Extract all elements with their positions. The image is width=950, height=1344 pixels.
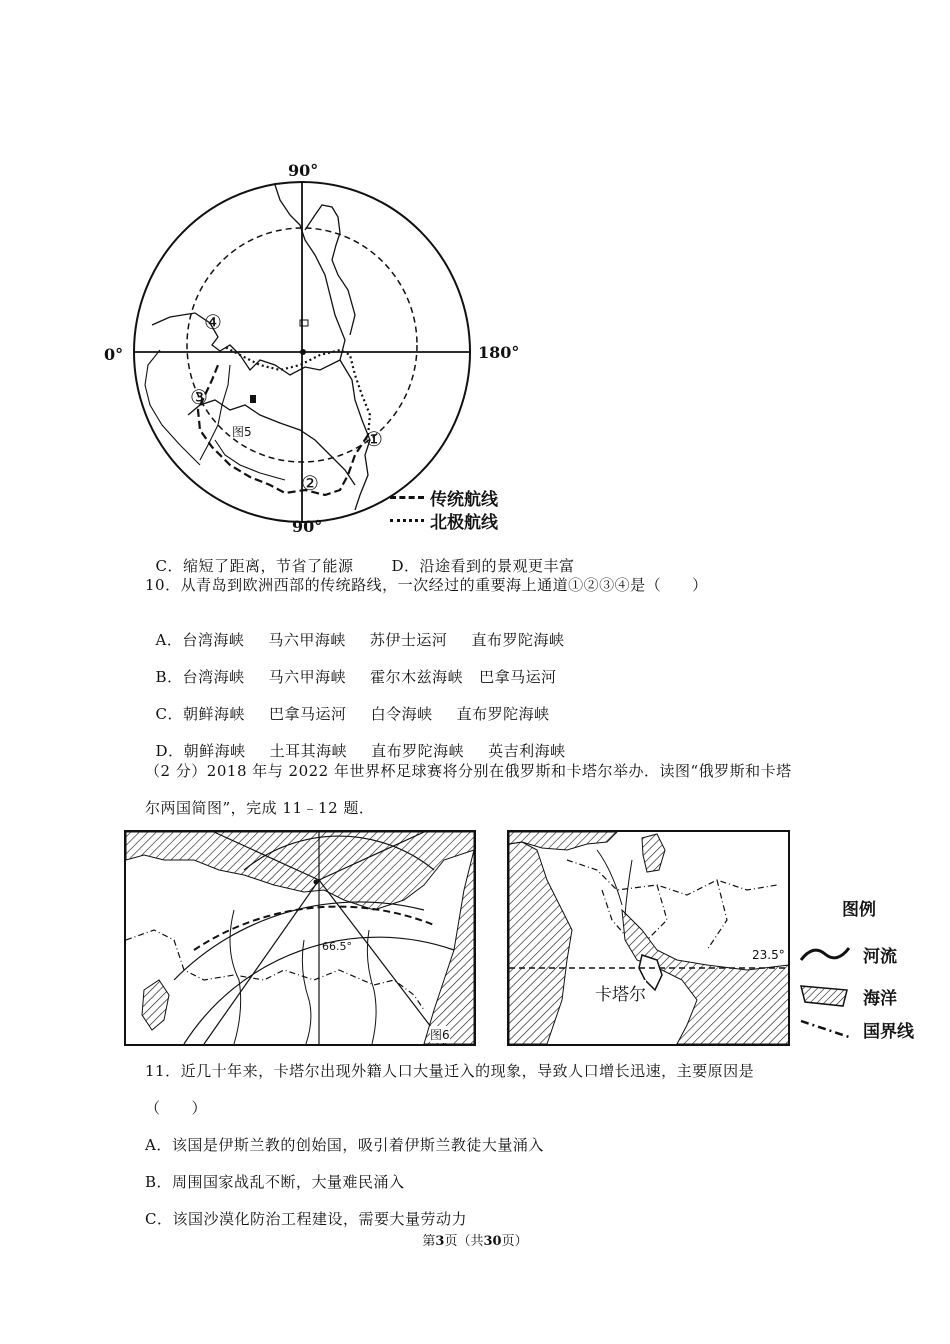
option-label: C． [155, 705, 184, 723]
q11-option-b: B．周围国家战乱不断，大量难民涌入 [145, 1173, 405, 1191]
q10-option-d [145, 722, 566, 761]
ocean-swatch [797, 980, 853, 1008]
marker-2: ② [301, 471, 319, 495]
footer-mid: 页（共 [444, 1234, 484, 1249]
option-label: B． [155, 668, 183, 686]
qatar-lat-label: 23.5° [752, 948, 785, 962]
q9-options-cd [145, 537, 575, 576]
option-label: A． [155, 631, 183, 649]
q9-option-c: C．缩短了距离，节省了能源 [155, 557, 354, 575]
legend-arctic-label: 北极航线 [430, 513, 498, 533]
landmass-outline-2 [188, 400, 355, 485]
option-item: 直布罗陀海峡 [471, 631, 565, 649]
intro-line-2: 尔两国简图”，完成 11﹣12 题． [145, 799, 375, 817]
marker-1: ① [365, 427, 383, 451]
river-swatch [797, 940, 853, 968]
option-item: 苏伊士运河 [369, 631, 448, 649]
q11-option-a: A．该国是伊斯兰教的创始国，吸引着伊斯兰教徒大量涌入 [145, 1136, 544, 1154]
lat-label-bottom: 90° [292, 517, 323, 536]
legend-dot-swatch [390, 519, 424, 522]
option-item: 巴拿马运河 [479, 668, 557, 686]
russia-map-svg [124, 830, 476, 1046]
marker-4: ④ [204, 310, 222, 334]
qatar-map-svg [507, 830, 790, 1046]
legend-traditional [390, 485, 498, 510]
lat-label-top: 90° [288, 161, 319, 180]
option-item: 土耳其海峡 [269, 742, 348, 760]
landmass-outline-3 [305, 205, 355, 335]
option-item: 朝鲜海峡 [183, 742, 246, 760]
intro-line-1: （2 分）2018 年与 2022 年世界杯足球赛将分别在俄罗斯和卡塔尔举办．读图“俄罗斯和卡塔 [145, 762, 792, 780]
russia-lat-label: 66.5° [322, 940, 352, 953]
legend-river-label: 河流 [863, 947, 897, 967]
q11-stem: 11．近几十年来，卡塔尔出现外籍人口大量迁入的现象，导致人口增长迅速，主要原因是 [145, 1062, 755, 1080]
page-footer [0, 1230, 950, 1249]
option-item: 台湾海峡 [182, 668, 245, 686]
q10-option-c [145, 685, 550, 724]
footer-total-pages: 30 [483, 1234, 502, 1249]
legend-arctic [390, 508, 498, 533]
option-item: 直布罗陀海峡 [371, 742, 465, 760]
footer-pre: 第 [422, 1234, 436, 1249]
figure-6-russia-map [124, 830, 476, 1046]
footer-post: 页） [501, 1234, 528, 1249]
q11-option-c: C．该国沙漠化防治工程建设，需要大量劳动力 [145, 1210, 467, 1228]
figure-6-qatar-map [507, 830, 790, 1046]
option-item: 巴拿马运河 [269, 705, 347, 723]
traditional-route [198, 365, 368, 495]
legend-traditional-label: 传统航线 [430, 490, 498, 510]
border-swatch [797, 1015, 853, 1043]
polar-map-svg [100, 155, 540, 540]
option-item: 朝鲜海峡 [183, 705, 246, 723]
option-item: 白令海峡 [370, 705, 433, 723]
legend-ocean-row [797, 980, 937, 1010]
legend-title: 图例 [842, 900, 876, 920]
figure-5-label: 图5 [232, 425, 252, 439]
option-item: 马六甲海峡 [268, 668, 347, 686]
option-label: D． [155, 742, 184, 760]
marker-3: ③ [190, 385, 208, 409]
arctic-route [225, 347, 370, 435]
legend-border-label: 国界线 [863, 1022, 914, 1042]
q10-option-b [145, 648, 557, 687]
q9-option-d: D．沿途看到的景观更丰富 [391, 557, 575, 575]
figure-6-label: 图6 [430, 1028, 450, 1042]
legend-ocean-label: 海洋 [863, 989, 897, 1009]
q11-paren: （ ） [145, 1099, 208, 1117]
legend-dash-swatch [390, 496, 424, 499]
option-item: 马六甲海峡 [268, 631, 346, 649]
qatar-label: 卡塔尔 [595, 980, 646, 1005]
footer-page-number: 3 [435, 1234, 445, 1249]
lon-label-left: 0° [104, 345, 124, 364]
option-item: 直布罗陀海峡 [456, 705, 550, 723]
option-item: 台湾海峡 [182, 631, 245, 649]
q10-option-a [145, 611, 564, 650]
legend-border-row [797, 1015, 947, 1045]
legend-river-row [797, 940, 937, 970]
lon-label-right: 180° [478, 343, 520, 362]
figure-5-polar-map [100, 155, 540, 540]
option-item: 霍尔木兹海峡 [370, 668, 464, 686]
option-item: 英吉利海峡 [488, 742, 566, 760]
q10-stem: 10．从青岛到欧洲西部的传统路线，一次经过的重要海上通道①②③④是（ ） [145, 576, 708, 594]
